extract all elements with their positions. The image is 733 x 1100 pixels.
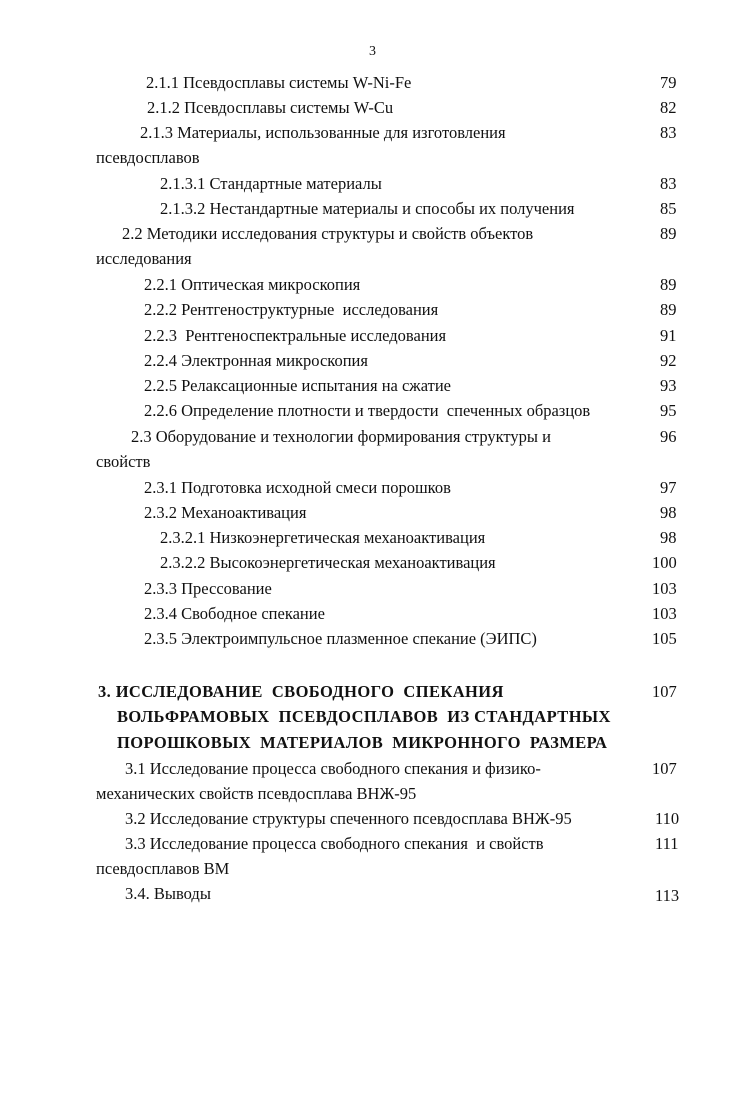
toc-entry-title: 2.1.2 Псевдосплавы системы W-Cu [147,98,394,117]
page-number: 3 [369,44,376,59]
toc-entry-title: 2.2 Методики исследования структуры и свойств объектов [122,224,534,243]
toc-entry-page: 93 [660,376,677,395]
toc-entry-title: 2.3 Оборудование и технологии формирования структуры и [131,427,551,446]
toc-entry-title: 2.3.1 Подготовка исходной смеси порошков [144,478,451,497]
toc-entry-title: 2.3.2 Механоактивация [144,503,307,522]
toc-entry-page: 79 [660,73,677,92]
chapter-3-heading-line: ВОЛЬФРАМОВЫХ ПСЕВДОСПЛАВОВ ИЗ СТАНДАРТНЫХ [117,707,611,726]
toc-entry-title: 2.1.3.2 Нестандартные материалы и способы их получения [160,199,575,218]
toc-entry-title: 2.2.1 Оптическая микроскопия [144,275,361,294]
chapter-3-heading-line: 3. ИССЛЕДОВАНИЕ СВОБОДНОГО СПЕКАНИЯ [98,682,504,701]
toc-entry-page: 83 [660,123,677,142]
toc-entry-page: 100 [652,553,677,572]
toc-entry-title: 2.3.2.1 Низкоэнергетическая механоактивация [160,528,486,547]
toc-entry-title: 2.2.3 Рентгеноспектральные исследования [144,326,447,345]
toc-entry-page: 103 [652,579,677,598]
toc-entry-page: 111 [655,834,679,853]
toc-entry-title-continued: псевдосплавов [96,148,200,167]
toc-entry-title: 3.2 Исследование структуры спеченного псевдосплава ВНЖ-95 [125,809,572,828]
toc-entry-page: 89 [660,275,677,294]
toc-entry-title: 2.2.5 Релаксационные испытания на сжатие [144,376,451,395]
toc-entry-title: 2.3.3 Прессование [144,579,272,598]
toc-entry-title: 2.1.3.1 Стандартные материалы [160,174,382,193]
toc-entry-title: 2.1.1 Псевдосплавы системы W-Ni-Fe [146,73,412,92]
toc-entry-page: 98 [660,503,677,522]
toc-entry-title: 3.4. Выводы [125,884,211,903]
toc-entry-page: 85 [660,199,677,218]
chapter-3-page: 107 [652,682,677,701]
toc-entry-page: 98 [660,528,677,547]
toc-entry-title: 2.3.5 Электроимпульсное плазменное спекание (ЭИПС) [144,629,537,648]
toc-entry-title: 3.3 Исследование процесса свободного спекания и свойств [125,834,544,853]
toc-entry-page: 95 [660,401,677,420]
toc-entry-page: 107 [652,759,677,778]
toc-entry-title-continued: исследования [96,249,192,268]
toc-entry-page: 89 [660,300,677,319]
toc-entry-title: 2.2.2 Рентгеноструктурные исследования [144,300,439,319]
toc-entry-title: 2.3.4 Свободное спекание [144,604,325,623]
toc-entry-page: 91 [660,326,677,345]
chapter-3-heading-line: ПОРОШКОВЫХ МАТЕРИАЛОВ МИКРОННОГО РАЗМЕРА [117,733,608,752]
toc-entry-title: 2.2.6 Определение плотности и твердости спеченных образцов [144,401,591,420]
toc-entry-page: 103 [652,604,677,623]
toc-entry-page: 110 [655,809,680,828]
toc-entry-page: 105 [652,629,677,648]
toc-entry-page: 92 [660,351,677,370]
toc-entry-title: 3.1 Исследование процесса свободного спекания и физико- [125,759,541,778]
toc-entry-page: 96 [660,427,677,446]
toc-entry-title: 2.1.3 Материалы, использованные для изготовления [140,123,506,142]
toc-entry-title: 2.2.4 Электронная микроскопия [144,351,368,370]
toc-entry-title-continued: псевдосплавов ВМ [96,859,230,878]
toc-entry-title-continued: механических свойств псевдосплава ВНЖ-95 [96,784,417,803]
toc-entry-title-continued: свойств [96,452,151,471]
toc-entry-page: 83 [660,174,677,193]
toc-entry-page: 97 [660,478,677,497]
toc-entry-page: 82 [660,98,677,117]
toc-entry-page: 89 [660,224,677,243]
toc-entry-title: 2.3.2.2 Высокоэнергетическая механоактивация [160,553,496,572]
toc-entry-page: 113 [655,886,680,905]
